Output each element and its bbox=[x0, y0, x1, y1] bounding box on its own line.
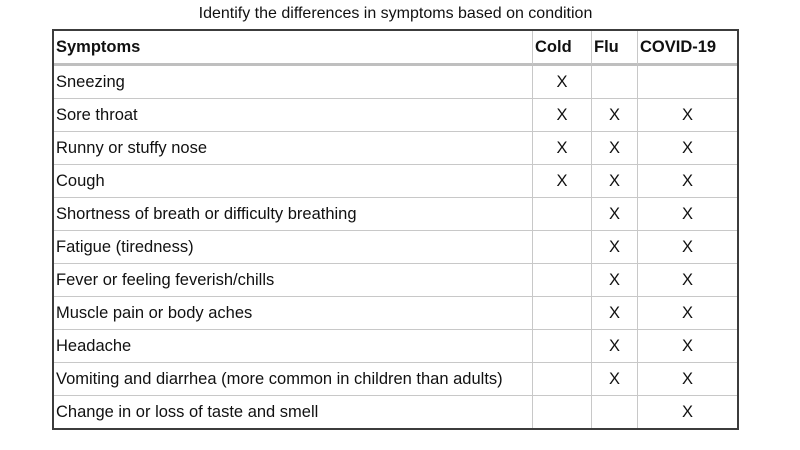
flu-cell: X bbox=[592, 165, 638, 198]
table-row bbox=[54, 297, 737, 330]
header-covid: COVID-19 bbox=[638, 31, 737, 66]
cold-cell: X bbox=[533, 66, 592, 99]
symptoms-table bbox=[52, 29, 739, 430]
covid-cell: X bbox=[638, 330, 737, 363]
covid-cell: X bbox=[681, 402, 693, 421]
table-row bbox=[54, 198, 737, 231]
symptom-cell: Cough bbox=[54, 165, 533, 198]
symptom-cell: Runny or stuffy nose bbox=[54, 132, 533, 165]
symptom-cell: Headache bbox=[54, 330, 533, 363]
symptom-cell: Vomiting and diarrhea (more common in children than adults) bbox=[54, 363, 533, 396]
symptom-cell: Sneezing bbox=[54, 66, 533, 99]
table-row bbox=[54, 165, 737, 198]
table-caption: Identify the differences in symptoms based on condition bbox=[198, 5, 593, 22]
symptom-cell: Fatigue (tiredness) bbox=[54, 231, 533, 264]
header-symptoms: Symptoms bbox=[54, 31, 533, 66]
header-flu: Flu bbox=[592, 31, 638, 66]
flu-cell: X bbox=[592, 297, 638, 330]
cold-cell bbox=[533, 198, 592, 231]
covid-cell: X bbox=[638, 165, 737, 198]
table-row bbox=[54, 132, 737, 165]
cold-cell bbox=[533, 396, 592, 428]
flu-cell: X bbox=[592, 363, 638, 396]
symptom-cell: Muscle pain or body aches bbox=[54, 297, 533, 330]
table-row bbox=[54, 363, 737, 396]
table-row bbox=[54, 264, 737, 297]
flu-cell bbox=[592, 396, 638, 428]
covid-cell: X bbox=[638, 99, 737, 132]
cold-cell: X bbox=[533, 99, 592, 132]
flu-cell: X bbox=[592, 198, 638, 231]
table-body bbox=[54, 66, 737, 428]
table-row bbox=[54, 231, 737, 264]
flu-cell: X bbox=[592, 132, 638, 165]
cold-cell bbox=[533, 330, 592, 363]
symptom-cell: Sore throat bbox=[54, 99, 533, 132]
flu-cell: X bbox=[592, 330, 638, 363]
cold-cell bbox=[533, 264, 592, 297]
flu-cell: X bbox=[592, 264, 638, 297]
symptom-cell: Shortness of breath or difficulty breathing bbox=[54, 198, 533, 231]
symptom-cell: Change in or loss of taste and smell bbox=[54, 396, 533, 428]
cold-cell: X bbox=[533, 132, 592, 165]
table-row bbox=[54, 330, 737, 363]
covid-cell: X bbox=[638, 132, 737, 165]
covid-cell: X bbox=[638, 198, 737, 231]
flu-cell bbox=[592, 66, 638, 99]
covid-cell: X bbox=[638, 363, 737, 396]
table-header bbox=[54, 31, 737, 66]
cold-cell bbox=[533, 363, 592, 396]
symptom-cell: Fever or feeling feverish/chills bbox=[54, 264, 533, 297]
table-row bbox=[54, 396, 737, 428]
cold-cell bbox=[533, 231, 592, 264]
cold-cell: X bbox=[533, 165, 592, 198]
covid-cell: X bbox=[638, 264, 737, 297]
covid-cell bbox=[638, 66, 737, 99]
covid-cell: X bbox=[638, 297, 737, 330]
header-cold: Cold bbox=[533, 31, 592, 66]
flu-cell: X bbox=[592, 231, 638, 264]
covid-cell: X bbox=[638, 231, 737, 264]
table-row bbox=[54, 66, 737, 99]
table-row bbox=[54, 99, 737, 132]
header-row bbox=[54, 31, 737, 66]
cold-cell bbox=[533, 297, 592, 330]
flu-cell: X bbox=[592, 99, 638, 132]
